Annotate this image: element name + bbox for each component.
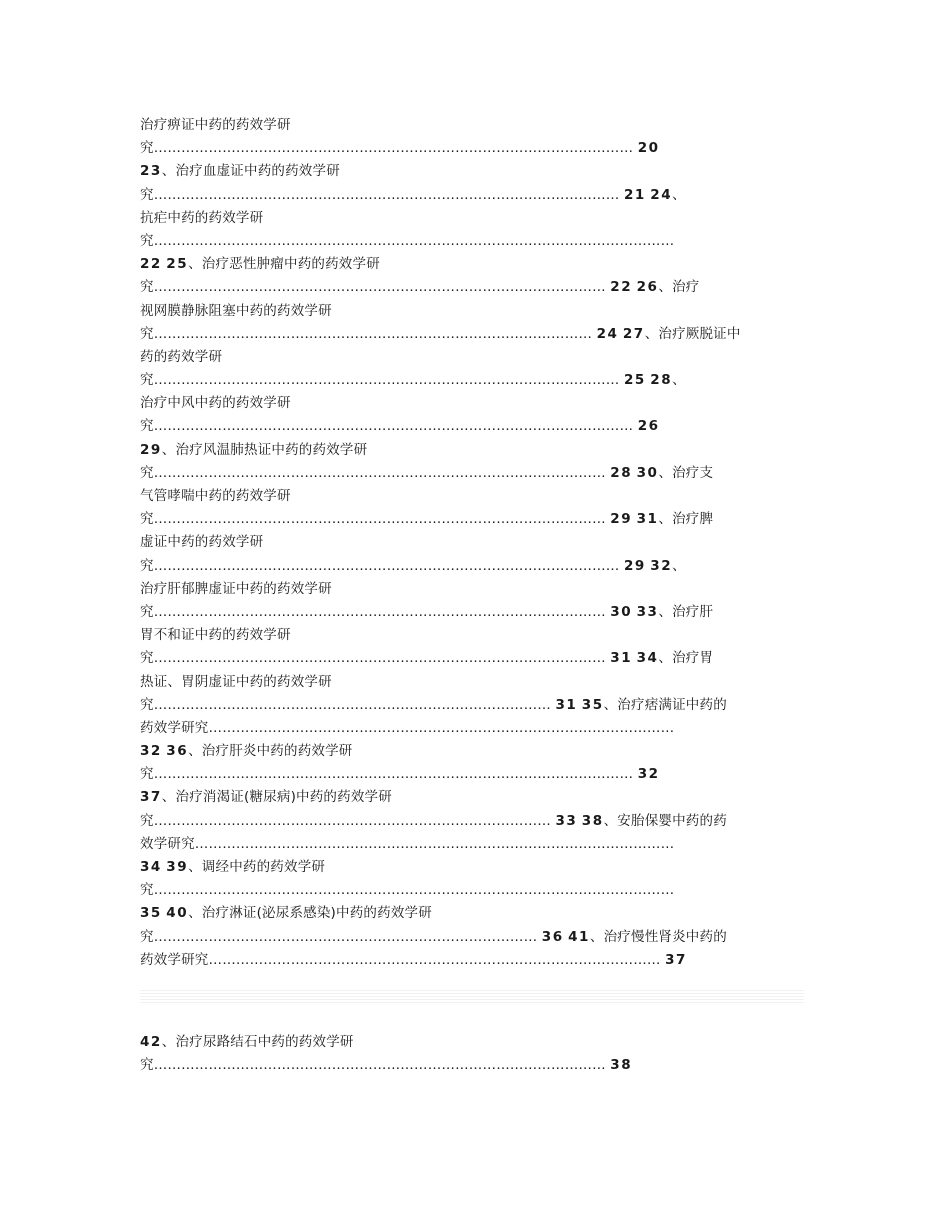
toc-line: 究…………………………………………………………………………… 31 35、治疗痞满证中药的: [140, 696, 727, 713]
toc-line: 究……………………………………………………………………………………… 28 30、治疗支: [140, 464, 714, 481]
toc-line: 究…………………………………………………………………………………………… 26: [140, 418, 660, 435]
table-of-contents-continued: [140, 1031, 812, 1077]
page-separator: [140, 990, 804, 1004]
toc-line: 23、治疗血虚证中药的药效学研: [140, 163, 340, 180]
toc-line: 29、治疗风温肺热证中药的药效学研: [140, 441, 368, 458]
toc-line: 32 36、治疗肝炎中药的药效学研: [140, 743, 353, 760]
toc-line: 37、治疗消渴证(糖尿病)中药的药效学研: [140, 789, 392, 806]
toc-line: 药的药效学研: [140, 348, 223, 365]
toc-line: 药效学研究…………………………………………………………………………………………: [140, 719, 675, 736]
toc-line: 究…………………………………………………………………………… 33 38、安胎保婴中药的药: [140, 812, 727, 829]
toc-line: 效学研究……………………………………………………………………………………………: [140, 835, 675, 852]
toc-line: 究…………………………………………………………………………………………… 20: [140, 140, 660, 157]
toc-line: 42、治疗尿路结石中药的药效学研: [140, 1034, 354, 1050]
toc-line: 究……………………………………………………………………………………… 38: [140, 1057, 633, 1074]
toc-line: 治疗中风中药的药效学研: [140, 395, 291, 412]
toc-line: 治疗痹证中药的药效学研: [140, 117, 291, 133]
toc-line: 视网膜静脉阻塞中药的药效学研: [140, 302, 332, 319]
toc-line: 气管哮喘中药的药效学研: [140, 488, 291, 504]
toc-line: 胃不和证中药的药效学研: [140, 627, 291, 644]
toc-line: 治疗肝郁脾虚证中药的药效学研: [140, 580, 332, 597]
toc-line: 药效学研究……………………………………………………………………………………… 37: [140, 951, 687, 968]
toc-line: 热证、胃阴虚证中药的药效学研: [140, 673, 332, 690]
toc-line: 究……………………………………………………………………………………… 30 33、治疗肝: [140, 603, 714, 620]
toc-line: 究………………………………………………………………………………………… 29 32、: [140, 557, 686, 574]
toc-line: 究……………………………………………………………………………………… 31 34、治疗胃: [140, 650, 714, 667]
toc-line: 究…………………………………………………………………………………………… 32: [140, 766, 660, 783]
toc-line: 究………………………………………………………………………… 36 41、治疗慢性肾炎中药的: [140, 928, 727, 945]
toc-line: 究……………………………………………………………………………………………………: [140, 882, 675, 899]
toc-line: 究……………………………………………………………………………………… 22 26、治疗: [140, 279, 700, 296]
toc-line: 虚证中药的药效学研: [140, 534, 264, 551]
table-of-contents: [140, 114, 812, 972]
toc-line: 34 39、调经中药的药效学研: [140, 859, 326, 875]
toc-line: 究………………………………………………………………………………………… 25 28、: [140, 372, 686, 389]
toc-line: 22 25、治疗恶性肿瘤中药的药效学研: [140, 256, 380, 273]
toc-line: 究……………………………………………………………………………………………………: [140, 232, 675, 249]
toc-line: 究……………………………………………………………………………………… 29 31、治疗脾: [140, 511, 714, 528]
toc-line: 究………………………………………………………………………………………… 21 24、: [140, 186, 686, 203]
toc-line: 抗疟中药的药效学研: [140, 209, 264, 226]
toc-line: 35 40、治疗淋证(泌尿系感染)中药的药效学研: [140, 905, 432, 922]
toc-line: 究…………………………………………………………………………………… 24 27、治疗厥脱证中: [140, 325, 741, 342]
